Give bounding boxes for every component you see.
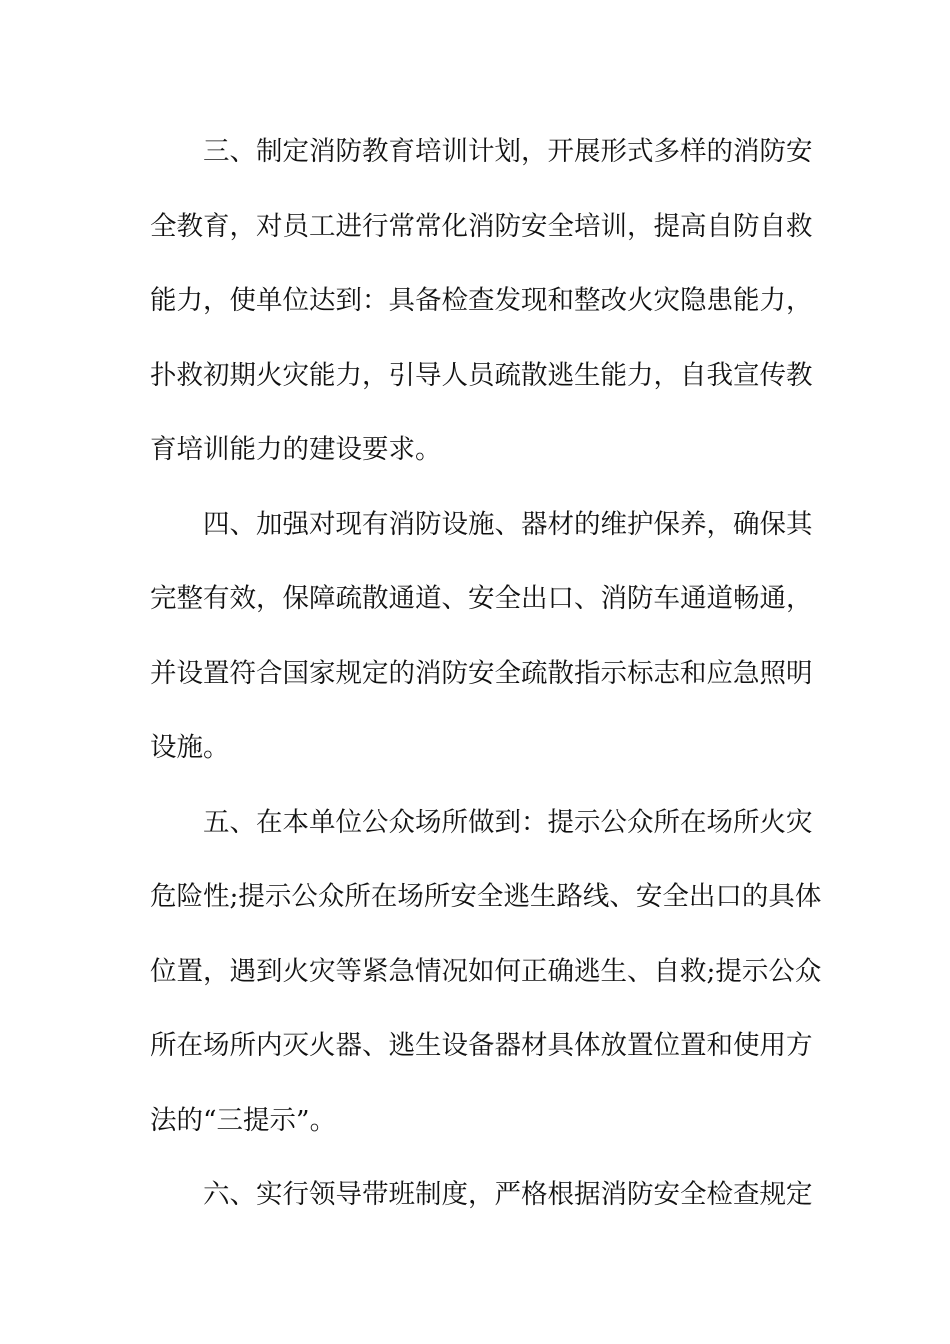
paragraph-3-line-3: 位置，遇到火灾等紧急情况如何正确逃生、自救;提示公众 xyxy=(150,956,822,987)
paragraph-4-line-1: 六、实行领导带班制度，严格根据消防安全检查规定 xyxy=(203,1179,813,1210)
paragraph-2-line-2: 完整有效，保障疏散通道、安全出口、消防车通道畅通， xyxy=(150,583,813,614)
paragraph-1-line-1: 三、制定消防教育培训计划，开展形式多样的消防安 xyxy=(203,136,813,167)
paragraph-1-line-4: 扑救初期火灾能力，引导人员疏散逃生能力，自我宣传教 xyxy=(150,360,813,391)
paragraph-3-line-5: 法的“三提示”。 xyxy=(150,1105,337,1136)
paragraph-3-line-2: 危险性;提示公众所在场所安全逃生路线、安全出口的具体 xyxy=(150,881,822,912)
paragraph-1-line-5: 育培训能力的建设要求。 xyxy=(150,434,442,465)
paragraph-2-line-4: 设施。 xyxy=(150,732,230,763)
paragraph-3-line-4: 所在场所内灭火器、逃生设备器材具体放置位置和使用方 xyxy=(150,1030,813,1061)
paragraph-2-line-1: 四、加强对现有消防设施、器材的维护保养，确保其 xyxy=(203,509,813,540)
paragraph-2-line-3: 并设置符合国家规定的消防安全疏散指示标志和应急照明 xyxy=(150,658,813,689)
paragraph-1-line-2: 全教育，对员工进行常常化消防安全培训，提高自防自救 xyxy=(150,211,813,242)
paragraph-1-line-3: 能力，使单位达到：具备检查发现和整改火灾隐患能力， xyxy=(150,285,813,316)
paragraph-3-line-1: 五、在本单位公众场所做到：提示公众所在场所火灾 xyxy=(203,807,813,838)
